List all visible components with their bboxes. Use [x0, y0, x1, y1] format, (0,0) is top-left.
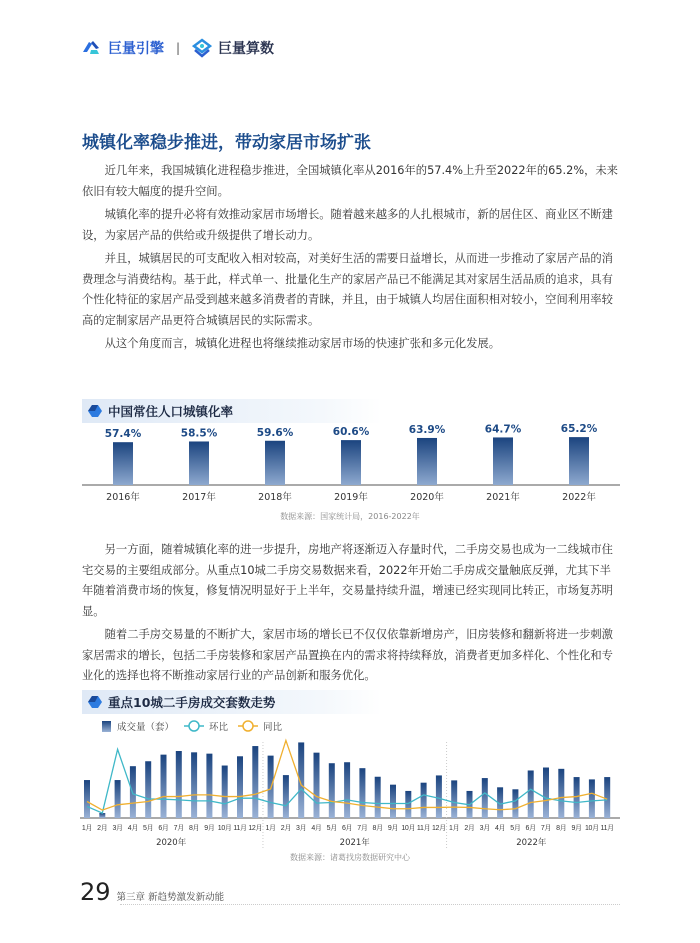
x-tick-label: 2018年: [258, 492, 292, 503]
volume-bar: [344, 762, 350, 818]
volume-bar: [329, 763, 335, 818]
legend-mom: 环比: [209, 722, 229, 733]
month-label: 5月: [510, 825, 521, 832]
month-label: 1月: [449, 825, 460, 832]
bar: [265, 441, 285, 485]
month-label: 2月: [97, 825, 108, 832]
year-label: 2020年: [156, 838, 187, 848]
chart2-title: 重点10城二手房成交套数走势: [108, 695, 276, 710]
month-label: 6月: [341, 825, 353, 832]
month-label: 1月: [265, 825, 276, 832]
month-label: 9月: [204, 825, 215, 832]
volume-bar: [252, 746, 258, 818]
volume-bar: [115, 780, 121, 818]
month-label: 6月: [158, 825, 169, 832]
bar: [113, 442, 133, 485]
x-tick-label: 2020年: [410, 492, 444, 503]
footer: [80, 878, 224, 906]
month-label: 10月: [217, 825, 232, 832]
month-label: 8月: [188, 825, 200, 832]
chart1-title: 中国常住人口城镇化率: [108, 404, 234, 419]
volume-bar: [436, 775, 442, 818]
month-label: 3月: [112, 825, 123, 832]
footer-divider: [120, 904, 620, 905]
month-label: 2月: [464, 825, 475, 832]
month-label: 1月: [81, 825, 93, 832]
legend-yoy: 同比: [263, 722, 283, 733]
paragraph: 并且，城镇居民的可支配收入相对较高，对美好生活的需要日益增长，从而进一步推动了家居产品的消费理念与消费结构。基于此，样式单一、批量化生产的家居产品已不能满足其对家居生活品质的追求，具有个性化特征的家居产品受到越来越多消费者的青睐，并且，由于城镇人均居住面积相对较小，空间利用率较高的定制家居产品更符合城镇居民的实际需求。: [82, 252, 613, 327]
bar: [189, 441, 209, 485]
month-label: 9月: [571, 825, 582, 832]
chart2-source: 数据来源：诸葛找房数据研究中心: [290, 853, 410, 862]
month-label: 4月: [127, 825, 139, 832]
paragraph: 城镇化率的提升必将有效推动家居市场增长。随着越来越多的人扎根城市，新的居住区、商业区不断建设，为家居产品的供给或升级提供了增长动力。: [82, 208, 613, 242]
volume-bar: [283, 775, 289, 818]
month-label: 12月: [248, 825, 263, 832]
hexagon-icon: [88, 696, 102, 708]
chart1-source: 数据来源：国家统计局，2016-2022年: [280, 512, 420, 521]
month-label: 8月: [556, 825, 567, 832]
page-number: 29: [80, 878, 111, 906]
volume-bar: [191, 752, 197, 818]
volume-bar: [375, 777, 381, 818]
volume-bar: [206, 754, 212, 818]
logo-suanshu: 巨量算数: [218, 41, 275, 57]
month-label: 7月: [540, 825, 552, 832]
year-label: 2021年: [339, 838, 370, 848]
month-label: 3月: [296, 825, 307, 832]
body-text-1: [82, 161, 622, 358]
data-label: 64.7%: [484, 423, 522, 436]
volume-bar: [161, 755, 167, 818]
month-label: 5月: [326, 825, 337, 832]
resale-housing-chart: [0, 714, 700, 849]
volume-bar: [84, 780, 90, 818]
volume-bar: [574, 777, 580, 818]
data-label: 57.4%: [104, 428, 142, 441]
bar: [341, 440, 361, 485]
volume-bar: [543, 768, 549, 818]
logo-separator: |: [176, 41, 181, 55]
volume-bar: [512, 789, 518, 818]
month-label: 3月: [479, 825, 490, 832]
month-label: 7月: [357, 825, 368, 832]
x-tick-label: 2022年: [562, 492, 596, 503]
data-label: 65.2%: [560, 423, 598, 436]
paragraph: 随着二手房交易量的不断扩大，家居市场的增长已不仅仅依靠新增房产，旧房装修和翻新将进一步刺激家居需求的增长，包括二手房装修和家居产品置换在内的需求将持续释放，消费者更加多样化、个性化和专业化的选择也将不断推动家居行业的产品创新和服务优化。: [82, 628, 613, 682]
legend-volume: 成交量（套）: [117, 722, 175, 733]
month-label: 8月: [372, 825, 383, 832]
month-label: 11月: [600, 825, 614, 832]
month-label: 5月: [143, 825, 154, 832]
volume-bar: [589, 779, 595, 818]
volume-bar: [558, 769, 564, 818]
body-text-2: [82, 540, 622, 690]
month-label: 4月: [494, 825, 506, 832]
month-label: 4月: [311, 825, 322, 832]
year-label: 2022年: [516, 838, 547, 848]
volume-bar: [451, 780, 457, 818]
bar: [417, 438, 437, 485]
volume-bar: [145, 761, 151, 818]
data-label: 58.5%: [180, 427, 218, 440]
month-label: 10月: [584, 825, 599, 832]
x-tick-label: 2021年: [486, 492, 520, 503]
month-label: 9月: [387, 825, 399, 832]
x-tick-label: 2019年: [334, 492, 368, 503]
x-tick-label: 2017年: [182, 492, 216, 503]
month-label: 12月: [431, 825, 446, 832]
month-label: 6月: [525, 825, 536, 832]
volume-bar: [482, 778, 488, 818]
urbanization-chart: [0, 420, 700, 505]
suanshu-logo-icon: [192, 38, 212, 58]
month-label: 7月: [173, 825, 184, 832]
volume-bar: [421, 783, 427, 818]
volume-bar: [99, 813, 105, 818]
month-label: 2月: [280, 825, 292, 832]
volume-bar: [222, 766, 228, 818]
hexagon-icon: [88, 405, 102, 417]
volume-bar: [176, 751, 182, 818]
volume-bar: [604, 777, 610, 818]
volume-bar: [314, 753, 320, 818]
volume-bar: [359, 768, 365, 818]
section-title: 城镇化率稳步推进，带动家居市场扩张: [82, 133, 371, 153]
bar: [569, 437, 589, 485]
paragraph: 另一方面，随着城镇化率的进一步提升，房地产将逐渐迈入存量时代，二手房交易也成为一二线城市住宅交易的主要组成部分。从重点10城二手房交易数据来看，2022年开始二手房成交量触底反弹，尤其下半年随着消费市场的恢复，修复情况明显好于上半年，交易量持续升温，增速已经实现同比转正，市场复苏明显。: [82, 543, 613, 618]
volume-bar: [405, 791, 411, 818]
month-label: 10月: [401, 825, 416, 832]
bar: [493, 437, 513, 485]
x-tick-label: 2016年: [106, 492, 140, 503]
data-label: 63.9%: [408, 423, 446, 436]
data-label: 59.6%: [256, 426, 294, 439]
logo-ocean-engine: 巨量引擎: [108, 41, 164, 57]
header-logos: [80, 38, 274, 58]
chapter-title: 第三章 新趋势激发新动能: [116, 892, 225, 903]
month-label: 11月: [416, 825, 431, 832]
chart2-title-bar: [82, 690, 382, 714]
volume-bar: [390, 785, 396, 818]
legend-bar-swatch: [102, 721, 111, 732]
volume-bar: [237, 756, 243, 818]
paragraph: 从这个角度而言，城镇化进程也将继续推动家居市场的快速扩张和多元化发展。: [104, 337, 500, 350]
month-label: 11月: [233, 825, 247, 832]
data-label: 60.6%: [332, 426, 370, 439]
ocean-engine-logo-icon: [80, 38, 102, 58]
paragraph: 近几年来，我国城镇化进程稳步推进，全国城镇化率从2016年的57.4%上升至2022年的65.2%，未来依旧有较大幅度的提升空间。: [82, 164, 618, 198]
volume-bar: [528, 770, 534, 818]
